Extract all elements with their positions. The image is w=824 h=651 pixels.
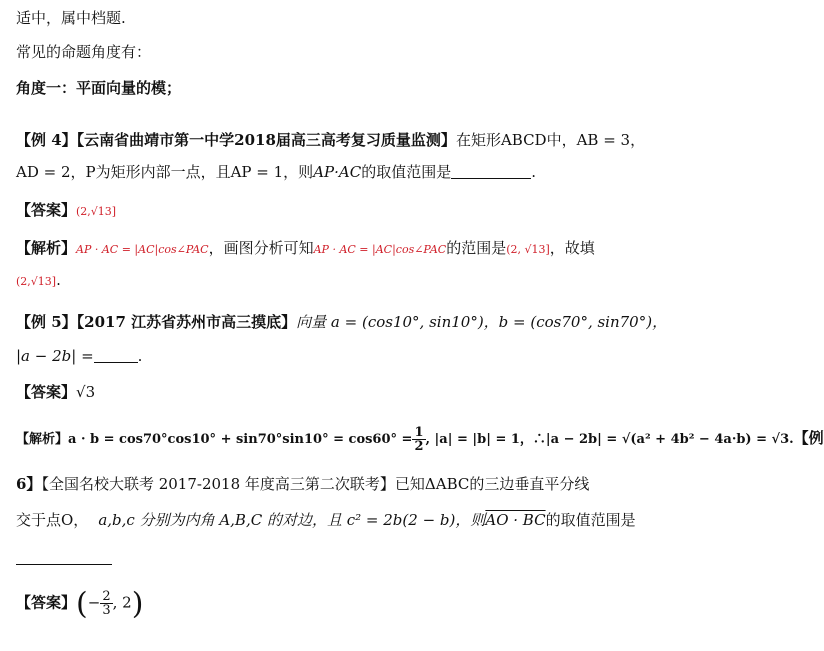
answer-blank <box>16 550 112 565</box>
example-5-source: 【2017 江苏省苏州市高三摸底】 <box>76 313 297 331</box>
example-4-analysis: 【解析】AP · AC = |AC|cos∠PAC，画图分析可知AP · AC = |AC|cos∠PAC的范围是(2, √13]，故填 <box>16 239 595 257</box>
vector-expression: AP·AC <box>313 163 362 181</box>
example-4-stem-1: 在矩形ABCD中，AB = 3， <box>455 131 646 149</box>
fraction-one-half: $\frac{1}{2}$ <box>414 425 424 454</box>
example-5-analysis: 【解析】a · b = cos70°cos10° + sin70°sin10° = cos60° = $\frac{1}{2}$ , |a| = |b| = 1，∴|a − 2b| = √(a² + 4b² − 4a·b) = √3.【例 <box>16 425 824 454</box>
example-4-source: 【云南省曲靖市第一中学2018届高三高考复习质量监测】 <box>76 131 456 149</box>
answer-value: √3 <box>76 383 96 401</box>
intro-line-2: 常见的命题角度有： <box>16 43 152 61</box>
example-4-answer: 【答案】(2,√13] <box>16 201 117 219</box>
example-6-answer: 【答案】(− $\frac{2}{3}$ , 2) <box>16 586 144 622</box>
answer-blank <box>94 348 138 363</box>
example-5-line-2: |a − 2b| = . <box>16 347 143 365</box>
example-4-analysis-cont: (2,√13]. <box>16 271 61 289</box>
example-6-tag: 6】 <box>16 475 42 493</box>
example-4-line-2: AD = 2，P为矩形内部一点，且AP = 1，则AP·AC的取值范围是 . <box>16 163 536 181</box>
answer-blank <box>451 164 531 179</box>
example-5-tag: 【例 5】 <box>16 313 77 331</box>
example-5-answer: 【答案】√3 <box>16 383 96 401</box>
example-6-blank-line <box>16 548 632 568</box>
example-6-line-2: 交于点O， a,b,c 分别为内角 A,B,C 的对边，且 c² = 2b(2 − b)，则AO · BC的取值范围是 <box>16 511 636 529</box>
example-4-tag: 【例 4】 <box>16 131 77 149</box>
example-6-line-1: 6】【全国名校大联考 2017-2018 年度高三第二次联考】已知ΔABC的三边垂直平分线 <box>16 475 590 493</box>
answer-value: (2,√13] <box>76 205 117 218</box>
intro-line-1: 适中，属中档题. <box>16 9 126 27</box>
example-5-line-1: 【例 5】【2017 江苏省苏州市高三摸底】向量 a = (cos10°, sin10°)，b = (cos70°, sin70°)， <box>16 313 668 331</box>
example-6-source: 【全国名校大联考 2017-2018 年度高三第二次联考】 <box>41 475 395 493</box>
example-4-line-1 <box>16 130 646 150</box>
angle-heading: 角度一：平面向量的模； <box>16 79 182 97</box>
fraction-two-thirds: $\frac{2}{3}$ <box>102 589 111 618</box>
